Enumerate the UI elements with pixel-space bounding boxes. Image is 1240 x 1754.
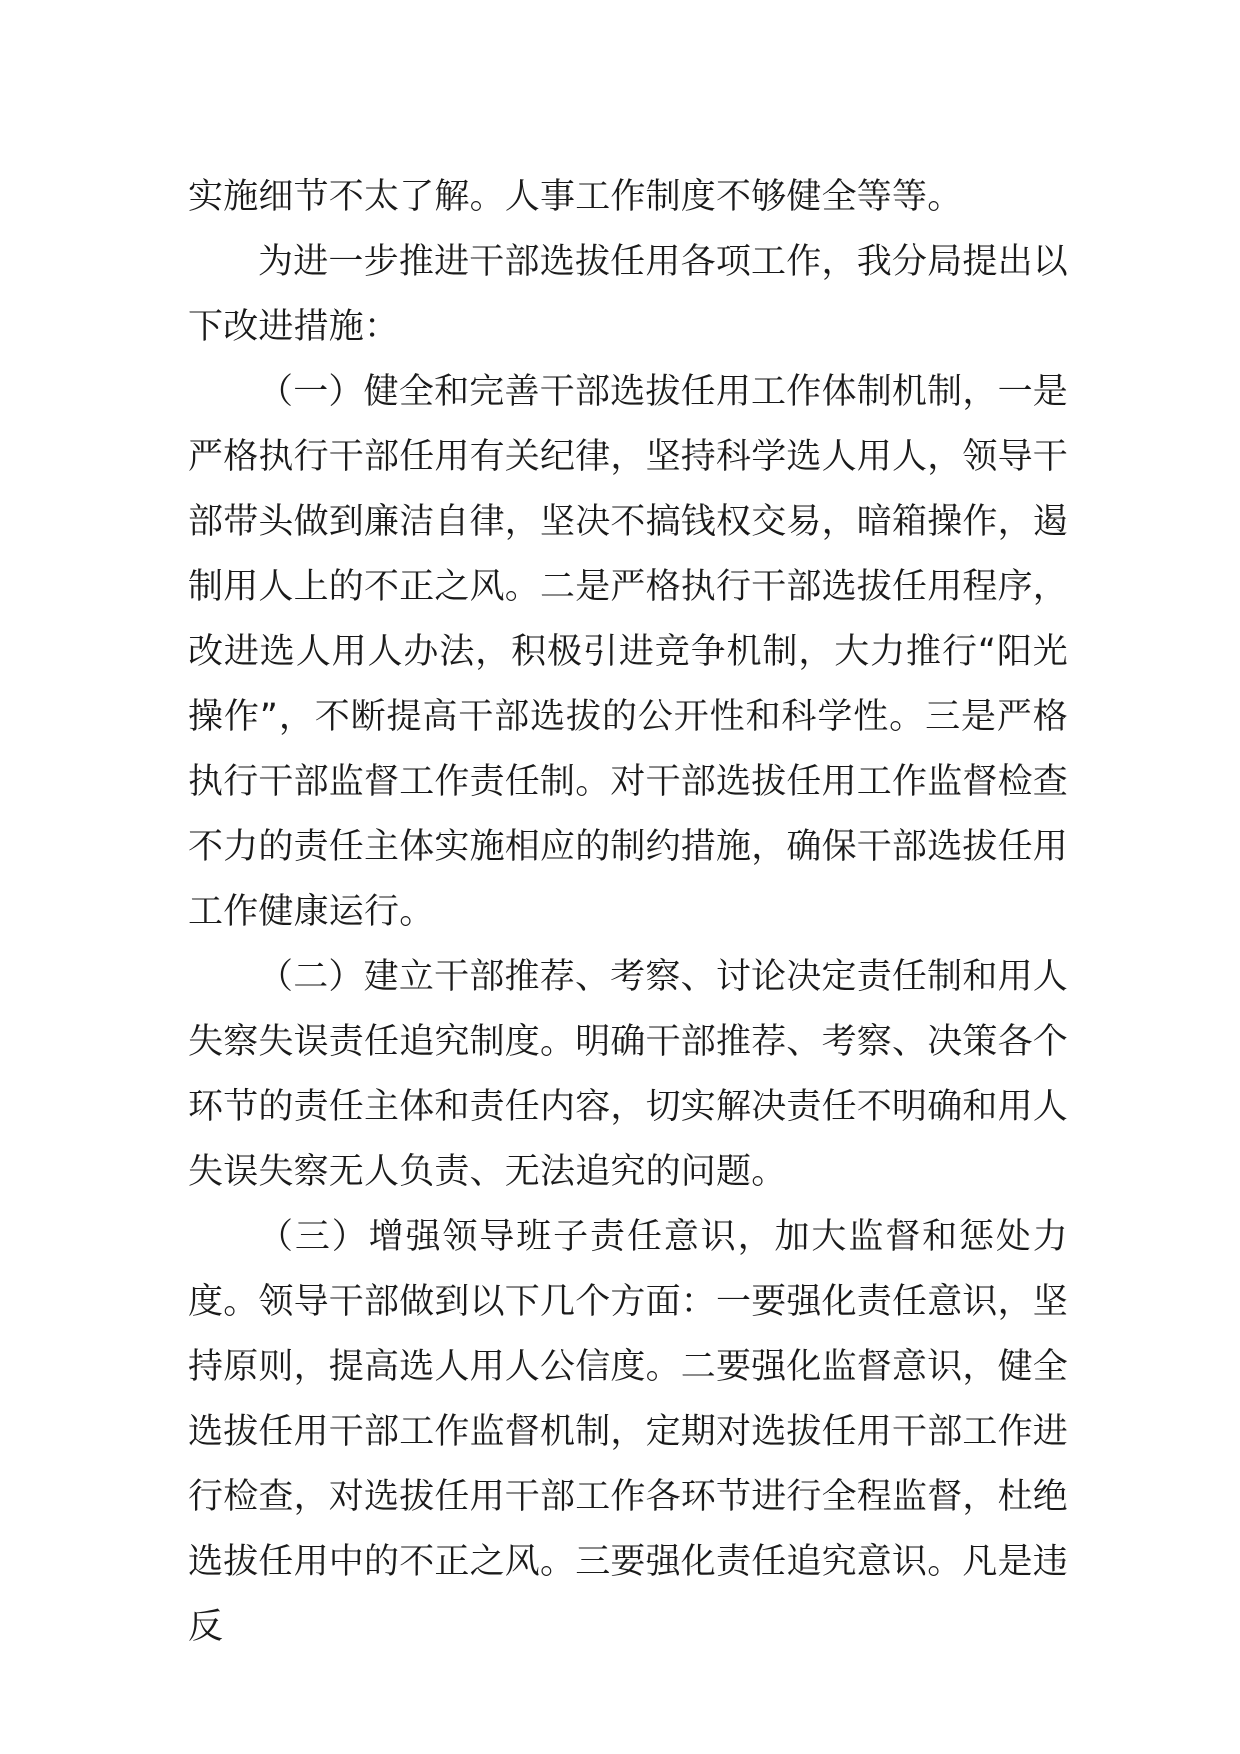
paragraph-measure-three: （三）增强领导班子责任意识，加大监督和惩处力度。领导干部做到以下几个方面：一要强化责任意识，坚持原则，提高选人用人公信度。二要强化监督意识，健全选拔任用干部工作监督机制，定期对选拔任用干部工作进行检查，对选拔任用干部工作各环节进行全程监督，杜绝选拔任用中的不正之风。三要强化责任追究意识。凡是违反 <box>188 1217 1069 1647</box>
paragraph-intro-measures: 为进一步推进干部选拔任用各项工作，我分局提出以下改进措施： <box>188 242 1068 347</box>
paragraph-continuation: 实施细节不太了解。人事工作制度不够健全等等。 <box>188 177 963 217</box>
paragraph-measure-two: （二）建立干部推荐、考察、讨论决定责任制和用人失察失误责任追究制度。明确干部推荐、考察、决策各个环节的责任主体和责任内容，切实解决责任不明确和用人失误失察无人负责、无法追究的问题。 <box>188 957 1069 1192</box>
document-body <box>188 165 1068 1660</box>
paragraph-measure-one: （一）健全和完善干部选拔任用工作体制机制，一是严格执行干部任用有关纪律，坚持科学选人用人，领导干部带头做到廉洁自律，坚决不搞钱权交易，暗箱操作，遏制用人上的不正之风。二是严格执行干部选拔任用程序，改进选人用人办法，积极引进竞争机制，大力推行“阳光操作”，不断提高干部选拔的公开性和科学性。三是严格执行干部监督工作责任制。对干部选拔任用工作监督检查不力的责任主体实施相应的制约措施，确保干部选拔任用工作健康运行。 <box>188 372 1069 932</box>
